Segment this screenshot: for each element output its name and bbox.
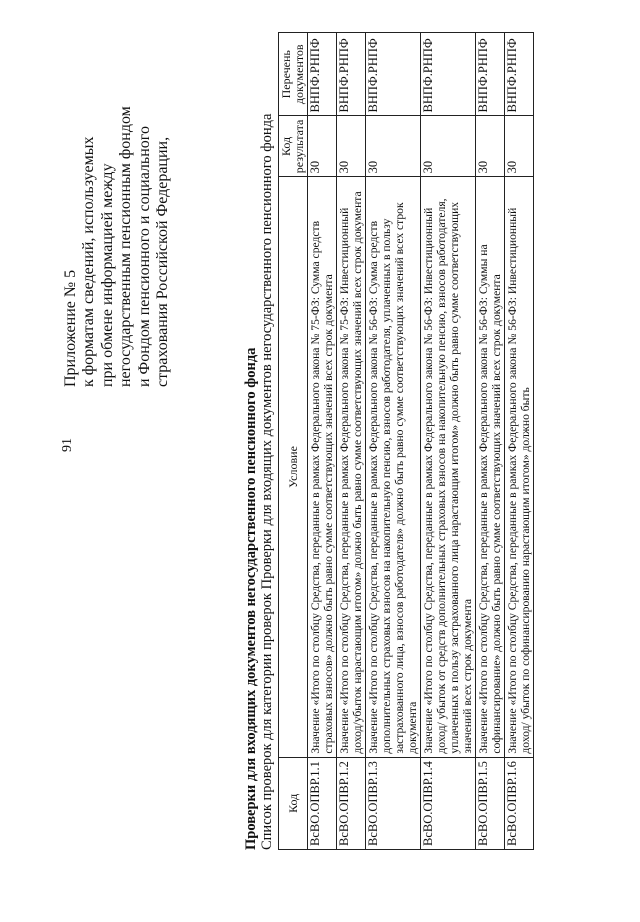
cell-condition: Значение «Итого по столбцу Средства, переданные в рамках Федерального закона № 56-ФЗ: Инвестиционный доход/ убыток от средств дополнительных страховых взносов на накопительную пенсию, взносов работодателя, уплаченных в пользу застрахованного лица нарастающим итогом» должно быть равно сумме соответствующих значений всех строк документа [421,177,476,757]
cell-result-code: 30 [476,116,505,177]
cell-condition: Значение «Итого по столбцу Средства, переданные в рамках Федерального закона № 56-ФЗ: Сумма средств дополнительных страховых взносов на накопительную пенсию, взносов работодателя, уплаченных в пользу застрахованного лица, взносов работодателя» должно быть равно сумме соответствующих значений всех строк документа [366,177,421,757]
list-title: Список проверок для категории проверок Проверки для входящих документов негосударственного пенсионного фонда [259,113,275,850]
header-condition: Условие [279,177,308,757]
section-title: Проверки для входящих документов негосударственного пенсионного фонда [243,347,259,850]
appendix-line: негосударственным пенсионным фондом [117,106,135,387]
cell-code: ВсВО.ОПВР.1.2 [337,757,366,849]
cell-result-code: 30 [505,116,534,177]
cell-documents: ВНПФ.РНПФ [337,33,366,117]
appendix-line: страхования Российской Федерации, [154,136,172,387]
table-row [366,33,421,850]
cell-result-code: 30 [366,116,421,177]
cell-documents: ВНПФ.РНПФ [505,33,534,117]
cell-code: ВсВО.ОПВР.1.5 [476,757,505,849]
cell-result-code: 30 [337,116,366,177]
cell-code: ВсВО.ОПВР.1.3 [366,757,421,849]
landscape-page [62,22,582,902]
table-header-row [279,33,308,850]
cell-documents: ВНПФ.РНПФ [421,33,476,117]
table-row [476,33,505,850]
checks-table [278,32,534,850]
table-row [421,33,476,850]
cell-code: ВсВО.ОПВР.1.6 [505,757,534,849]
cell-condition: Значение «Итого по столбцу Средства, переданные в рамках Федерального закона № 75-ФЗ: Сумма средств страховых взносов» должно быть равно сумме соответствующих значений всех строк документа [308,177,337,757]
cell-condition: Значение «Итого по столбцу Средства, переданные в рамках Федерального закона № 75-ФЗ: Инвестиционный доход/убыток нарастающим итогом» должно быть равно сумме соответствующих значений всех строк документа [337,177,366,757]
cell-documents: ВНПФ.РНПФ [366,33,421,117]
table-row [505,33,534,850]
cell-documents: ВНПФ.РНПФ [308,33,337,117]
appendix-header [62,47,172,387]
header-documents: Перечень документов [279,33,308,117]
table-row [308,33,337,850]
cell-code: ВсВО.ОПВР.1.1 [308,757,337,849]
cell-result-code: 30 [421,116,476,177]
appendix-line: к форматам сведений, используемых [80,136,98,387]
cell-code: ВсВО.ОПВР.1.4 [421,757,476,849]
header-code: Код [279,757,308,849]
cell-condition: Значение «Итого по столбцу Средства, переданные в рамках Федерального закона № 56-ФЗ: Суммы на софинансирование» должно быть равно сумме соответствующих значений всех строк документа [476,177,505,757]
cell-documents: ВНПФ.РНПФ [476,33,505,117]
cell-condition: Значение «Итого по столбцу Средства, переданные в рамках Федерального закона № 56-ФЗ: Инвестиционный доход/ убыток по софинансированию нарастающим итогом» должно быть [505,177,534,757]
cell-result-code: 30 [308,116,337,177]
appendix-line: при обмене информацией между [98,163,116,387]
page-number: 91 [60,438,75,452]
header-result-code: Код результата [279,116,308,177]
table-row [337,33,366,850]
appendix-line: и Фондом пенсионного и социального [135,126,153,387]
appendix-line: Приложение № 5 [62,269,79,387]
